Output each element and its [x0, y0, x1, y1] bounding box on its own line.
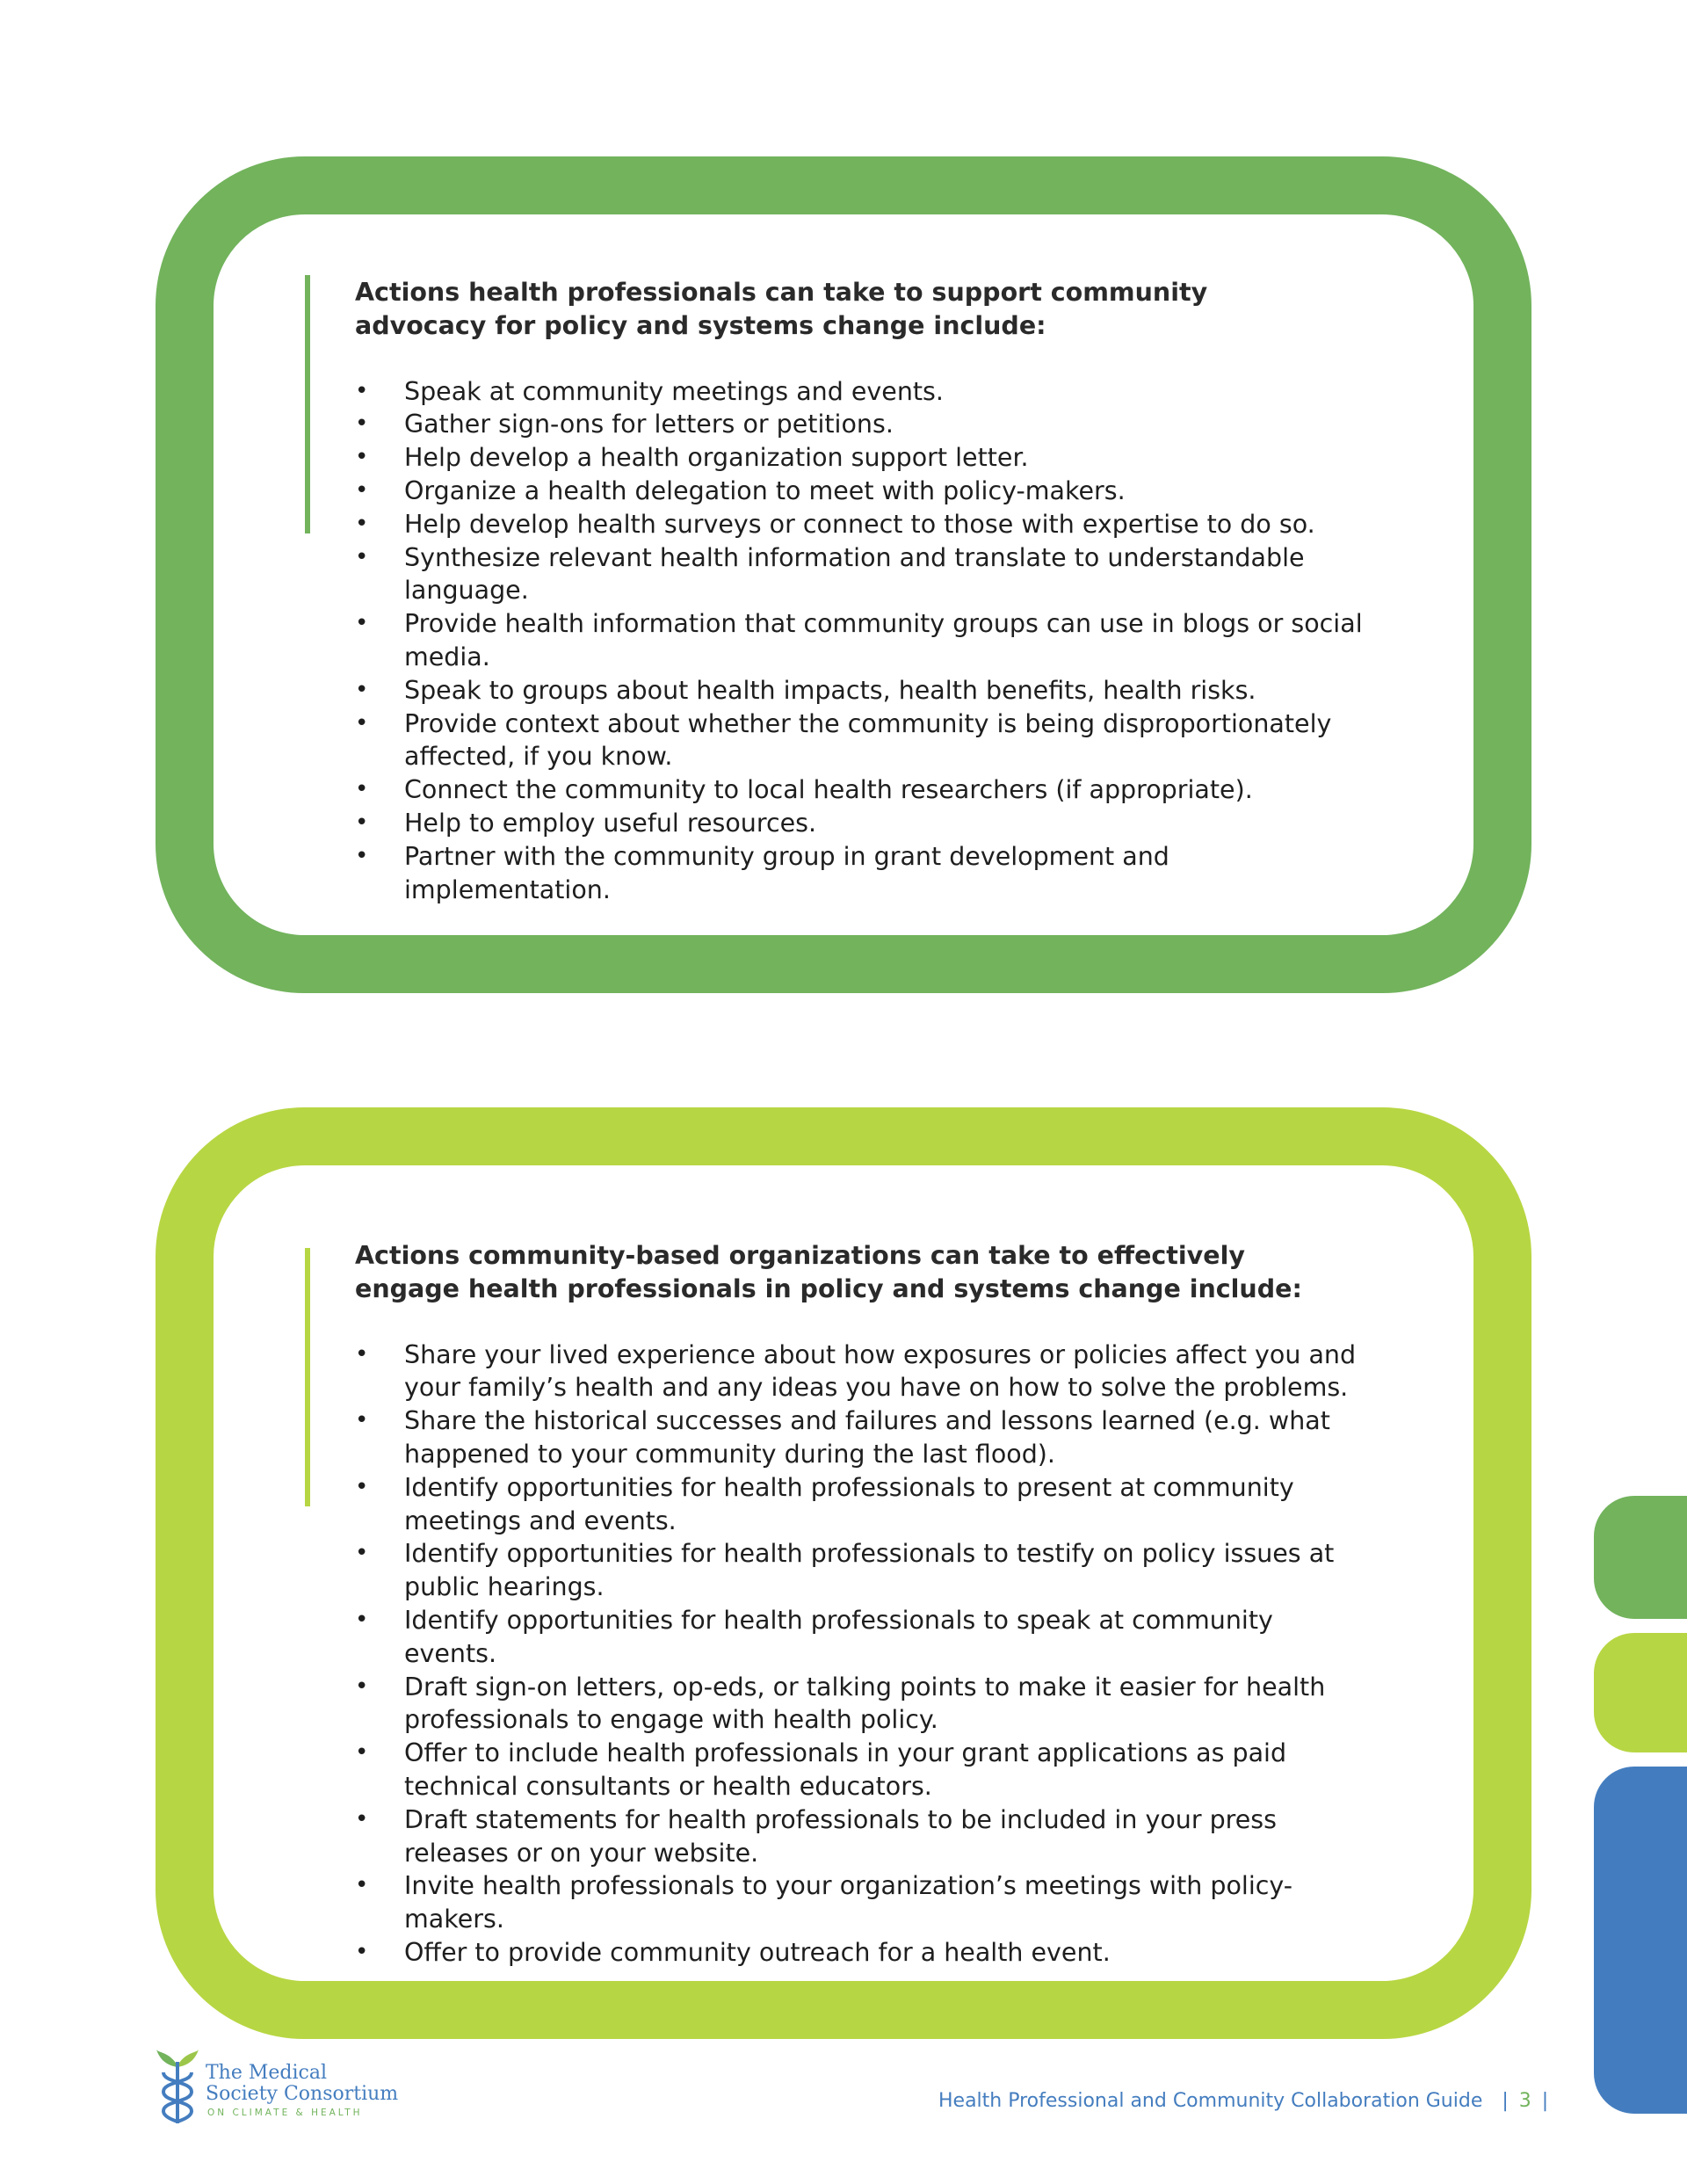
panel-2-accent-bar — [305, 1248, 310, 1506]
list-item: • Speak at community meetings and events. — [355, 375, 1365, 409]
list-item: • Synthesize relevant health information and translate to understandable language. — [355, 541, 1365, 608]
section-tab-blue — [1594, 1767, 1687, 2114]
list-item: • Help develop a health organization support letter. — [355, 441, 1365, 475]
panel-1-accent-bar — [305, 275, 310, 533]
section-tab-lime — [1594, 1633, 1687, 1752]
footer-title: Health Professional and Community Collaboration Guide — [938, 2090, 1483, 2112]
list-item: • Identify opportunities for health professionals to present at community meetings and events. — [355, 1471, 1365, 1538]
panel-1-heading: Actions health professionals can take to support community advocacy for policy and systems change include: — [355, 278, 1208, 340]
page-footer — [938, 2088, 1548, 2115]
list-item: • Share the historical successes and failures and lessons learned (e.g. what happened to your community during the last flood). — [355, 1404, 1365, 1471]
list-item: • Gather sign-ons for letters or petitions. — [355, 408, 1365, 441]
caduceus-leaf-icon — [153, 2048, 202, 2127]
logo-text-line-2: Society Consortium — [206, 2083, 399, 2105]
list-item: • Offer to include health professionals in your grant applications as paid technical consultants or health educators. — [355, 1737, 1365, 1803]
list-item: • Help to employ useful resources. — [355, 807, 1365, 840]
list-item: • Provide health information that community groups can use in blogs or social media. — [355, 607, 1365, 674]
consortium-logo — [153, 2048, 399, 2127]
list-item: • Identify opportunities for health professionals to speak at community events. — [355, 1604, 1365, 1671]
panel-1-list — [355, 375, 1365, 907]
list-item: • Provide context about whether the community is being disproportionately affected, if you know. — [355, 707, 1365, 774]
panel-2-list — [355, 1339, 1365, 1970]
footer-separator: | — [1502, 2090, 1509, 2112]
list-item: • Offer to provide community outreach for a health event. — [355, 1936, 1365, 1970]
logo-tagline: ON CLIMATE & HEALTH — [207, 2108, 363, 2118]
section-tab-green — [1594, 1496, 1687, 1619]
list-item: • Organize a health delegation to meet with policy-makers. — [355, 475, 1365, 508]
list-item: • Partner with the community group in grant development and implementation. — [355, 840, 1365, 907]
list-item: • Connect the community to local health researchers (if appropriate). — [355, 773, 1365, 807]
panel-2-content — [355, 1239, 1365, 1970]
list-item: • Draft sign-on letters, op-eds, or talking points to make it easier for health professionals to engage with health policy. — [355, 1671, 1365, 1738]
logo-text-line-1: The Medical — [206, 2062, 327, 2084]
panel-2-heading: Actions community-based organizations can take to effectively engage health professionals in policy and systems change include: — [355, 1241, 1302, 1303]
panel-1-content — [355, 276, 1365, 906]
list-item: • Invite health professionals to your organization’s meetings with policy-makers. — [355, 1869, 1365, 1936]
list-item: • Help develop health surveys or connect to those with expertise to do so. — [355, 508, 1365, 541]
list-item: • Share your lived experience about how exposures or policies affect you and your family’s health and any ideas you have on how to solve the problems. — [355, 1339, 1365, 1405]
list-item: • Draft statements for health professionals to be included in your press releases or on your website. — [355, 1803, 1365, 1870]
list-item: • Speak to groups about health impacts, health benefits, health risks. — [355, 674, 1365, 707]
page-number: 3 — [1518, 2090, 1531, 2112]
list-item: • Identify opportunities for health professionals to testify on policy issues at public hearings. — [355, 1537, 1365, 1604]
footer-separator-end: | — [1541, 2090, 1549, 2112]
